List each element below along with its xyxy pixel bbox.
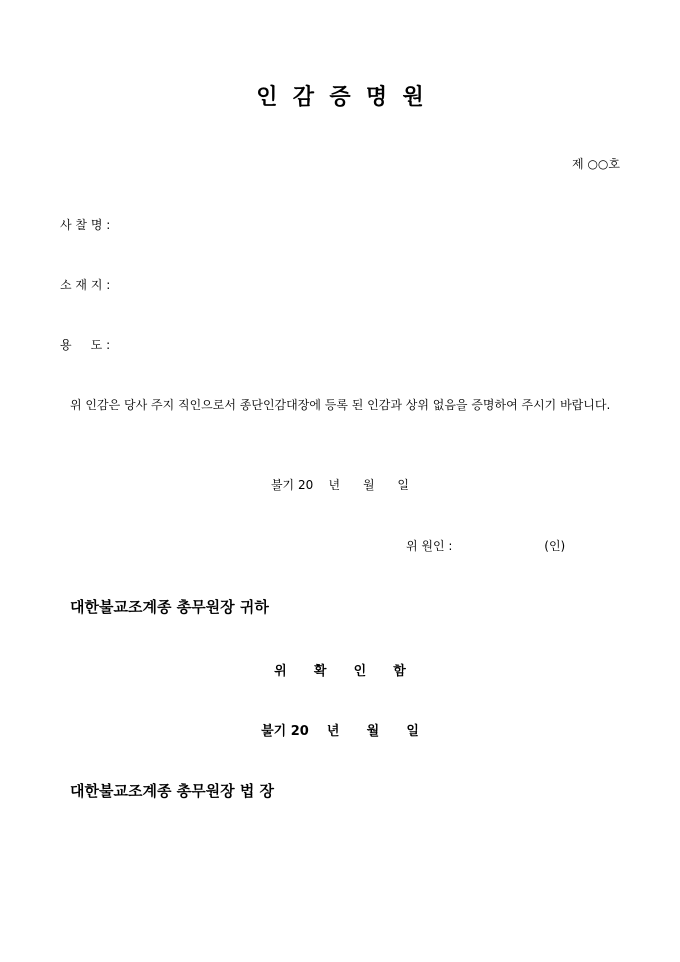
confirmation-text: 위 확 인 함 xyxy=(274,664,406,679)
statement-text xyxy=(60,395,626,415)
application-date: 불기 20 년 월 일 xyxy=(270,478,410,492)
statement-body: 위 인감은 당사 주지 직인으로서 종단인감대장에 등록 된 인감과 상위 없음을 증명하여 주시기 바랍니다. xyxy=(70,398,611,412)
applicant-line xyxy=(406,537,565,554)
confirmation-date: 불기 20 년 월 일 xyxy=(261,724,419,739)
addressee: 대한불교조계종 총무원장 귀하 xyxy=(70,598,269,616)
applicant-label: 위 원인 : xyxy=(406,539,453,553)
location-field xyxy=(60,276,110,293)
temple-name-label: 사 찰 명 : xyxy=(60,218,111,232)
temple-name-field xyxy=(60,216,110,233)
purpose-label: 용 도 : xyxy=(60,338,111,352)
location-label: 소 재 지 : xyxy=(60,278,111,292)
issuer: 대한불교조계종 총무원장 법 장 xyxy=(70,782,275,800)
purpose-field xyxy=(60,336,110,353)
document-title: 인 감 증 명 원 xyxy=(256,85,424,110)
applicant-seal: (인) xyxy=(544,539,566,553)
document-number: 제 ○○호 xyxy=(572,157,620,171)
